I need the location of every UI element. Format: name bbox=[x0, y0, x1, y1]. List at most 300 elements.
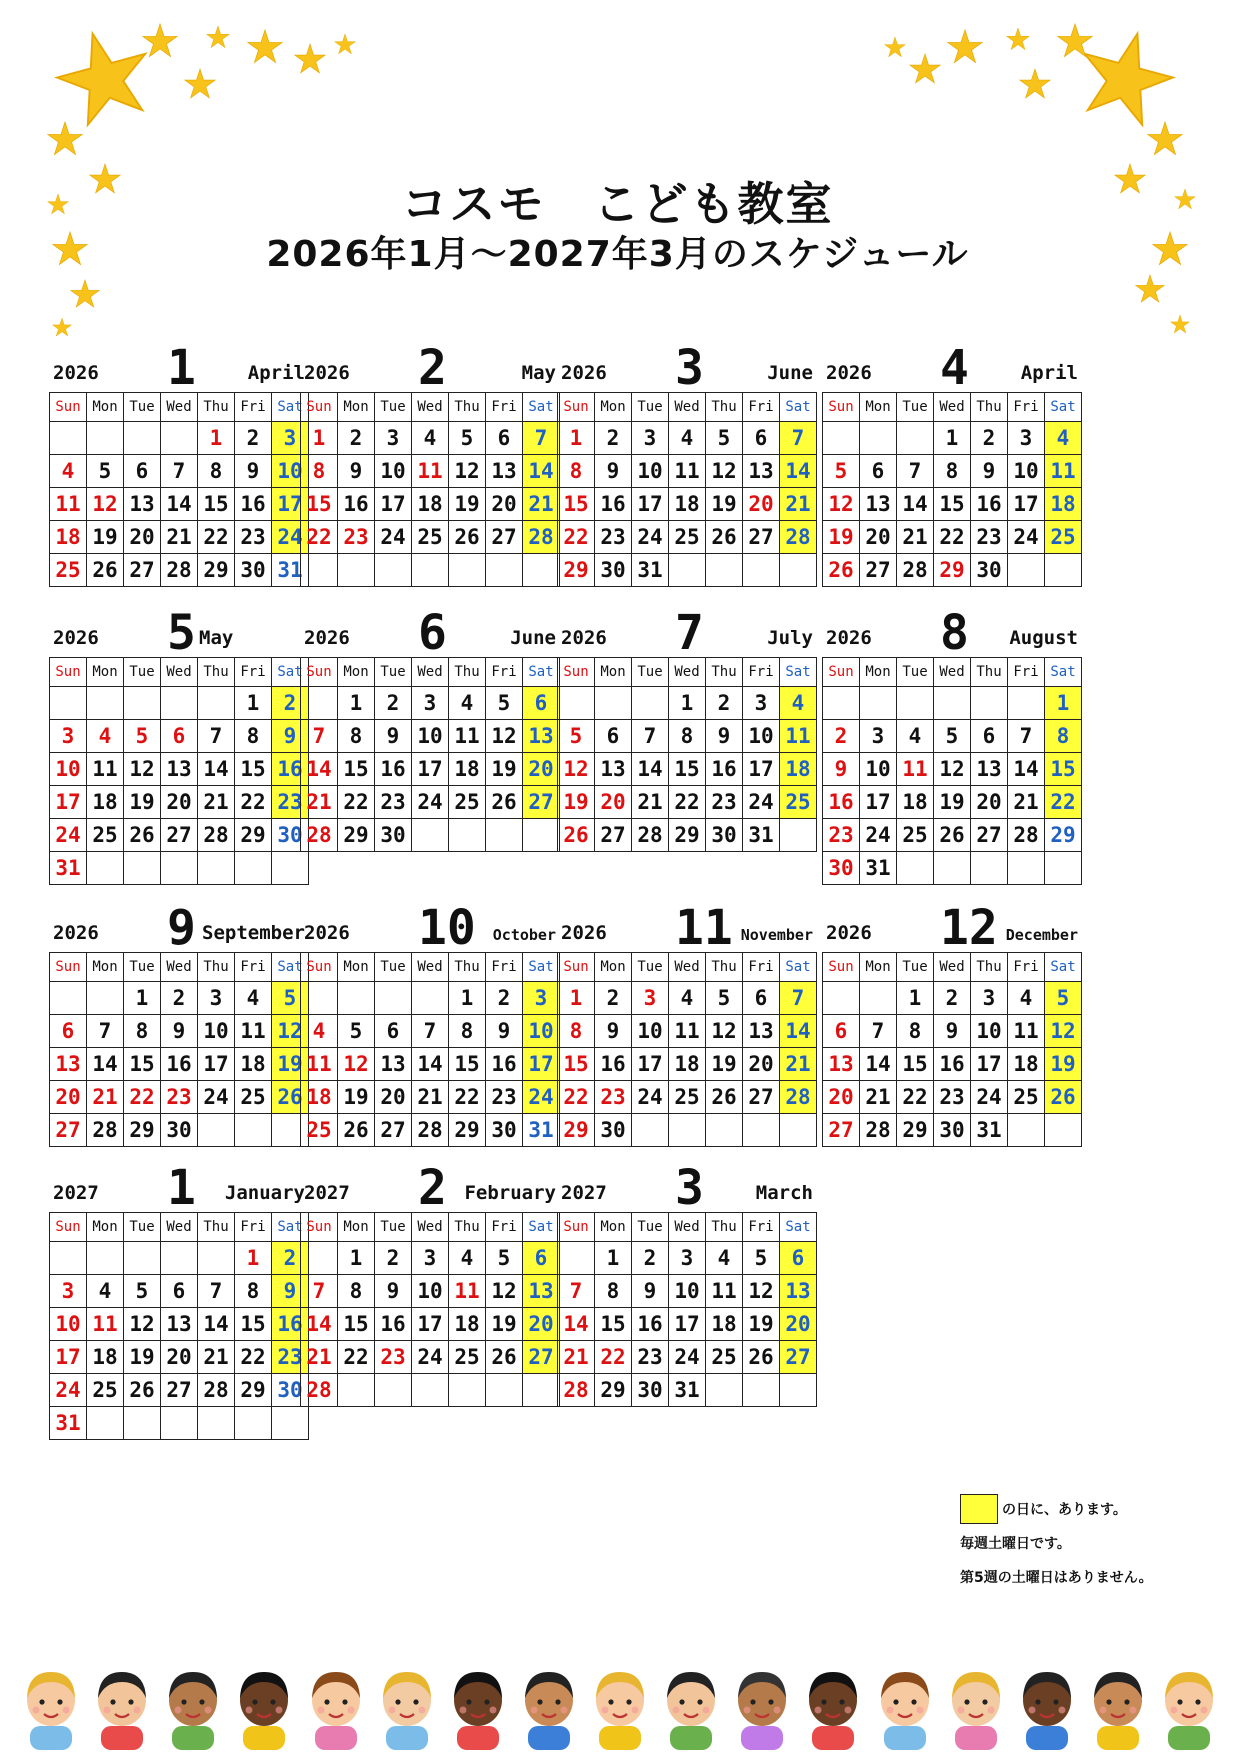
day-cell bbox=[823, 687, 860, 720]
day-cell: 8 bbox=[235, 1275, 272, 1308]
week-row bbox=[50, 786, 309, 819]
day-cell: 3 bbox=[632, 982, 669, 1015]
day-cell: 9 bbox=[934, 1015, 971, 1048]
day-cell: 13 bbox=[780, 1275, 817, 1308]
week-row bbox=[558, 1081, 817, 1114]
day-cell: 5 bbox=[124, 720, 161, 753]
day-cell bbox=[301, 982, 338, 1015]
day-cell: 29 bbox=[235, 819, 272, 852]
day-cell: 28 bbox=[860, 1114, 897, 1147]
day-cell: 18 bbox=[50, 521, 87, 554]
day-cell bbox=[558, 1242, 595, 1275]
weekday-header: Mon bbox=[860, 393, 897, 422]
day-cell: 4 bbox=[669, 422, 706, 455]
day-cell: 19 bbox=[486, 753, 523, 786]
day-cell: 21 bbox=[1008, 786, 1045, 819]
day-cell: 18 bbox=[87, 1341, 124, 1374]
day-cell: 29 bbox=[558, 554, 595, 587]
day-cell: 25 bbox=[87, 1374, 124, 1407]
week-row bbox=[50, 982, 309, 1015]
year-label: 2026 bbox=[826, 922, 872, 944]
day-cell bbox=[161, 852, 198, 885]
week-row bbox=[50, 488, 309, 521]
day-cell: 31 bbox=[743, 819, 780, 852]
weekday-header: Sun bbox=[301, 393, 338, 422]
day-cell: 14 bbox=[780, 1015, 817, 1048]
week-row bbox=[301, 786, 560, 819]
day-cell: 2 bbox=[272, 687, 309, 720]
day-cell: 28 bbox=[632, 819, 669, 852]
day-cell: 24 bbox=[412, 786, 449, 819]
day-cell bbox=[235, 852, 272, 885]
day-cell: 23 bbox=[375, 786, 412, 819]
day-cell: 9 bbox=[272, 720, 309, 753]
year-label: 2026 bbox=[826, 627, 872, 649]
day-cell: 12 bbox=[823, 488, 860, 521]
day-cell bbox=[971, 687, 1008, 720]
day-cell: 21 bbox=[198, 786, 235, 819]
day-cell: 17 bbox=[272, 488, 309, 521]
weekday-header: Sun bbox=[50, 393, 87, 422]
weekday-header: Mon bbox=[338, 658, 375, 687]
day-cell: 9 bbox=[706, 720, 743, 753]
day-cell: 21 bbox=[161, 521, 198, 554]
day-cell: 22 bbox=[558, 1081, 595, 1114]
weekday-header: Wed bbox=[669, 1213, 706, 1242]
weekday-header: Sun bbox=[823, 658, 860, 687]
weekday-header: Thu bbox=[706, 393, 743, 422]
day-cell: 1 bbox=[558, 422, 595, 455]
day-cell: 18 bbox=[235, 1048, 272, 1081]
day-cell: 7 bbox=[558, 1275, 595, 1308]
day-cell: 21 bbox=[412, 1081, 449, 1114]
day-cell: 11 bbox=[706, 1275, 743, 1308]
weekday-header: Mon bbox=[87, 953, 124, 982]
day-cell: 31 bbox=[632, 554, 669, 587]
weekday-header: Thu bbox=[971, 953, 1008, 982]
day-cell bbox=[124, 852, 161, 885]
day-cell: 4 bbox=[706, 1242, 743, 1275]
child-illustration bbox=[518, 1660, 580, 1750]
day-cell: 12 bbox=[743, 1275, 780, 1308]
day-cell: 2 bbox=[272, 1242, 309, 1275]
weekday-header: Tue bbox=[897, 953, 934, 982]
day-cell bbox=[412, 819, 449, 852]
day-cell: 7 bbox=[198, 720, 235, 753]
month-name: December bbox=[1005, 926, 1078, 944]
week-row bbox=[50, 1242, 309, 1275]
day-cell bbox=[743, 1114, 780, 1147]
week-row bbox=[558, 1048, 817, 1081]
day-cell: 9 bbox=[595, 1015, 632, 1048]
day-cell: 24 bbox=[669, 1341, 706, 1374]
day-cell: 8 bbox=[1045, 720, 1082, 753]
day-cell: 1 bbox=[558, 982, 595, 1015]
weekday-header: Fri bbox=[235, 953, 272, 982]
day-cell: 1 bbox=[897, 982, 934, 1015]
weekday-header: Sat bbox=[523, 658, 560, 687]
day-cell: 10 bbox=[743, 720, 780, 753]
day-cell: 14 bbox=[523, 455, 560, 488]
day-cell: 7 bbox=[301, 720, 338, 753]
week-row bbox=[301, 1114, 560, 1147]
day-cell: 7 bbox=[412, 1015, 449, 1048]
day-cell bbox=[1045, 1114, 1082, 1147]
day-cell: 11 bbox=[412, 455, 449, 488]
day-cell: 13 bbox=[486, 455, 523, 488]
weekday-header: Wed bbox=[412, 658, 449, 687]
weekday-header: Sat bbox=[523, 1213, 560, 1242]
day-cell: 14 bbox=[558, 1308, 595, 1341]
week-row bbox=[301, 1275, 560, 1308]
day-cell: 4 bbox=[1008, 982, 1045, 1015]
day-cell: 16 bbox=[971, 488, 1008, 521]
weekday-header: Tue bbox=[632, 1213, 669, 1242]
day-cell: 27 bbox=[161, 1374, 198, 1407]
day-cell bbox=[87, 687, 124, 720]
day-cell: 30 bbox=[971, 554, 1008, 587]
day-cell: 16 bbox=[235, 488, 272, 521]
day-cell: 12 bbox=[272, 1015, 309, 1048]
week-row bbox=[50, 1374, 309, 1407]
day-cell: 7 bbox=[780, 982, 817, 1015]
week-row bbox=[823, 1015, 1082, 1048]
day-cell: 5 bbox=[338, 1015, 375, 1048]
weekday-header: Sat bbox=[1045, 393, 1082, 422]
day-cell: 31 bbox=[669, 1374, 706, 1407]
month-name: April bbox=[1020, 362, 1078, 384]
day-cell: 6 bbox=[743, 982, 780, 1015]
month-name: September bbox=[202, 922, 305, 944]
day-cell: 24 bbox=[198, 1081, 235, 1114]
weekday-header: Tue bbox=[124, 658, 161, 687]
day-cell: 12 bbox=[706, 1015, 743, 1048]
page-subtitle: 2026年1月〜2027年3月のスケジュール bbox=[266, 234, 969, 275]
day-cell bbox=[706, 1374, 743, 1407]
day-cell: 17 bbox=[50, 786, 87, 819]
day-cell: 16 bbox=[823, 786, 860, 819]
day-cell: 17 bbox=[669, 1308, 706, 1341]
weekday-header: Thu bbox=[449, 658, 486, 687]
day-cell: 19 bbox=[558, 786, 595, 819]
year-label: 2026 bbox=[53, 627, 99, 649]
day-cell: 19 bbox=[706, 488, 743, 521]
day-cell: 28 bbox=[1008, 819, 1045, 852]
month-number: 12 bbox=[940, 900, 998, 956]
week-row bbox=[558, 1015, 817, 1048]
year-label: 2026 bbox=[561, 627, 607, 649]
day-cell: 20 bbox=[860, 521, 897, 554]
day-cell: 25 bbox=[235, 1081, 272, 1114]
day-cell bbox=[486, 819, 523, 852]
weekday-header: Tue bbox=[124, 953, 161, 982]
child-illustration bbox=[660, 1660, 722, 1750]
weekday-header: Thu bbox=[449, 393, 486, 422]
day-cell: 27 bbox=[743, 521, 780, 554]
day-cell: 30 bbox=[272, 1374, 309, 1407]
day-cell: 28 bbox=[523, 521, 560, 554]
day-cell: 11 bbox=[1045, 455, 1082, 488]
day-cell: 15 bbox=[124, 1048, 161, 1081]
month-name: June bbox=[767, 362, 813, 384]
day-cell: 27 bbox=[523, 1341, 560, 1374]
day-cell: 11 bbox=[87, 753, 124, 786]
day-cell: 28 bbox=[301, 1374, 338, 1407]
day-cell: 10 bbox=[272, 455, 309, 488]
day-cell: 10 bbox=[632, 1015, 669, 1048]
day-cell bbox=[1008, 554, 1045, 587]
child-illustration bbox=[1158, 1660, 1220, 1750]
month-name: April bbox=[247, 362, 305, 384]
day-cell bbox=[412, 982, 449, 1015]
week-row bbox=[823, 1114, 1082, 1147]
year-label: 2026 bbox=[304, 922, 350, 944]
week-row bbox=[301, 687, 560, 720]
month-number: 9 bbox=[167, 900, 196, 956]
day-cell: 13 bbox=[743, 1015, 780, 1048]
weekday-header: Tue bbox=[897, 393, 934, 422]
day-cell: 27 bbox=[971, 819, 1008, 852]
month-calendar bbox=[49, 900, 309, 1147]
weekday-header: Thu bbox=[198, 393, 235, 422]
day-cell: 11 bbox=[235, 1015, 272, 1048]
day-cell: 4 bbox=[669, 982, 706, 1015]
child-illustration bbox=[162, 1660, 224, 1750]
day-cell: 25 bbox=[87, 819, 124, 852]
day-cell bbox=[449, 1374, 486, 1407]
day-cell: 21 bbox=[87, 1081, 124, 1114]
day-cell: 24 bbox=[632, 1081, 669, 1114]
week-row bbox=[558, 1275, 817, 1308]
day-cell: 16 bbox=[375, 1308, 412, 1341]
day-cell: 26 bbox=[743, 1341, 780, 1374]
week-row bbox=[823, 753, 1082, 786]
day-cell: 26 bbox=[449, 521, 486, 554]
week-row bbox=[50, 1048, 309, 1081]
day-cell: 13 bbox=[743, 455, 780, 488]
day-cell: 16 bbox=[375, 753, 412, 786]
day-cell: 2 bbox=[595, 422, 632, 455]
day-cell: 2 bbox=[971, 422, 1008, 455]
day-cell: 6 bbox=[375, 1015, 412, 1048]
day-cell: 22 bbox=[1045, 786, 1082, 819]
week-row bbox=[50, 720, 309, 753]
year-label: 2026 bbox=[561, 922, 607, 944]
week-row bbox=[50, 1015, 309, 1048]
weekday-header: Fri bbox=[1008, 393, 1045, 422]
day-cell: 24 bbox=[375, 521, 412, 554]
day-cell bbox=[50, 422, 87, 455]
week-row bbox=[823, 455, 1082, 488]
weekday-header: Wed bbox=[669, 393, 706, 422]
week-row bbox=[558, 819, 817, 852]
month-table bbox=[557, 392, 817, 587]
day-cell: 29 bbox=[198, 554, 235, 587]
day-cell bbox=[897, 687, 934, 720]
day-cell: 3 bbox=[1008, 422, 1045, 455]
day-cell: 20 bbox=[523, 1308, 560, 1341]
legend bbox=[960, 1492, 1153, 1594]
day-cell: 11 bbox=[780, 720, 817, 753]
day-cell: 3 bbox=[50, 1275, 87, 1308]
month-name: May bbox=[521, 362, 556, 384]
weekday-header: Wed bbox=[412, 953, 449, 982]
day-cell: 13 bbox=[595, 753, 632, 786]
day-cell: 10 bbox=[50, 753, 87, 786]
day-cell: 20 bbox=[523, 753, 560, 786]
day-cell: 18 bbox=[412, 488, 449, 521]
day-cell: 15 bbox=[1045, 753, 1082, 786]
week-row bbox=[50, 753, 309, 786]
day-cell: 13 bbox=[161, 753, 198, 786]
day-cell: 1 bbox=[235, 1242, 272, 1275]
day-cell: 14 bbox=[632, 753, 669, 786]
day-cell bbox=[161, 687, 198, 720]
day-cell: 13 bbox=[124, 488, 161, 521]
weekday-header: Sat bbox=[272, 953, 309, 982]
week-row bbox=[823, 852, 1082, 885]
day-cell: 15 bbox=[558, 488, 595, 521]
day-cell: 8 bbox=[558, 455, 595, 488]
day-cell: 9 bbox=[823, 753, 860, 786]
day-cell: 20 bbox=[971, 786, 1008, 819]
week-row bbox=[558, 753, 817, 786]
month-number: 10 bbox=[418, 900, 476, 956]
day-cell: 15 bbox=[235, 753, 272, 786]
day-cell bbox=[449, 554, 486, 587]
day-cell: 22 bbox=[449, 1081, 486, 1114]
weekday-header: Sun bbox=[301, 953, 338, 982]
day-cell bbox=[301, 687, 338, 720]
weekday-header: Fri bbox=[1008, 953, 1045, 982]
day-cell: 21 bbox=[780, 488, 817, 521]
year-label: 2027 bbox=[53, 1182, 99, 1204]
year-label: 2027 bbox=[304, 1182, 350, 1204]
day-cell: 2 bbox=[823, 720, 860, 753]
legend-line-2: 毎週土曜日です。 bbox=[960, 1536, 1071, 1552]
day-cell: 5 bbox=[706, 982, 743, 1015]
day-cell: 10 bbox=[669, 1275, 706, 1308]
day-cell: 30 bbox=[595, 554, 632, 587]
day-cell: 2 bbox=[338, 422, 375, 455]
day-cell bbox=[161, 1407, 198, 1440]
day-cell bbox=[595, 687, 632, 720]
day-cell: 24 bbox=[50, 819, 87, 852]
weekday-header: Fri bbox=[743, 658, 780, 687]
day-cell bbox=[632, 1114, 669, 1147]
weekday-header: Sat bbox=[1045, 953, 1082, 982]
day-cell: 14 bbox=[198, 1308, 235, 1341]
day-cell: 11 bbox=[449, 1275, 486, 1308]
day-cell: 28 bbox=[198, 1374, 235, 1407]
weekday-header: Tue bbox=[375, 658, 412, 687]
day-cell: 26 bbox=[338, 1114, 375, 1147]
month-number: 1 bbox=[167, 340, 196, 396]
day-cell: 12 bbox=[449, 455, 486, 488]
day-cell: 31 bbox=[971, 1114, 1008, 1147]
day-cell: 19 bbox=[743, 1308, 780, 1341]
day-cell: 8 bbox=[595, 1275, 632, 1308]
day-cell: 19 bbox=[823, 521, 860, 554]
day-cell bbox=[486, 554, 523, 587]
month-number: 3 bbox=[675, 340, 704, 396]
weekday-header: Mon bbox=[860, 658, 897, 687]
weekday-header: Sun bbox=[823, 393, 860, 422]
weekday-header: Tue bbox=[632, 393, 669, 422]
day-cell bbox=[50, 687, 87, 720]
day-cell: 4 bbox=[449, 1242, 486, 1275]
day-cell: 12 bbox=[706, 455, 743, 488]
week-row bbox=[558, 1242, 817, 1275]
weekday-header: Fri bbox=[743, 1213, 780, 1242]
weekday-header: Thu bbox=[449, 953, 486, 982]
day-cell: 7 bbox=[301, 1275, 338, 1308]
day-cell: 24 bbox=[971, 1081, 1008, 1114]
day-cell bbox=[1045, 554, 1082, 587]
day-cell: 21 bbox=[198, 1341, 235, 1374]
day-cell: 31 bbox=[523, 1114, 560, 1147]
day-cell: 7 bbox=[897, 455, 934, 488]
month-table bbox=[49, 952, 309, 1147]
day-cell: 19 bbox=[706, 1048, 743, 1081]
day-cell: 6 bbox=[161, 720, 198, 753]
day-cell: 1 bbox=[669, 687, 706, 720]
day-cell: 26 bbox=[934, 819, 971, 852]
week-row bbox=[823, 982, 1082, 1015]
day-cell: 8 bbox=[934, 455, 971, 488]
day-cell: 25 bbox=[897, 819, 934, 852]
day-cell: 18 bbox=[706, 1308, 743, 1341]
day-cell bbox=[272, 1407, 309, 1440]
day-cell: 27 bbox=[161, 819, 198, 852]
week-row bbox=[823, 488, 1082, 521]
month-number: 4 bbox=[940, 340, 969, 396]
day-cell: 1 bbox=[449, 982, 486, 1015]
day-cell: 21 bbox=[632, 786, 669, 819]
day-cell: 29 bbox=[449, 1114, 486, 1147]
day-cell: 30 bbox=[375, 819, 412, 852]
day-cell: 22 bbox=[934, 521, 971, 554]
day-cell: 17 bbox=[198, 1048, 235, 1081]
child-illustration bbox=[233, 1660, 295, 1750]
day-cell bbox=[124, 1242, 161, 1275]
weekday-header: Sun bbox=[558, 393, 595, 422]
day-cell bbox=[87, 852, 124, 885]
day-cell: 6 bbox=[523, 1242, 560, 1275]
day-cell: 18 bbox=[87, 786, 124, 819]
day-cell: 26 bbox=[124, 819, 161, 852]
day-cell: 6 bbox=[161, 1275, 198, 1308]
weekday-header: Mon bbox=[595, 953, 632, 982]
weekday-header: Thu bbox=[706, 1213, 743, 1242]
day-cell: 11 bbox=[50, 488, 87, 521]
day-cell: 9 bbox=[375, 720, 412, 753]
day-cell: 14 bbox=[1008, 753, 1045, 786]
day-cell: 30 bbox=[161, 1114, 198, 1147]
day-cell: 6 bbox=[823, 1015, 860, 1048]
day-cell: 16 bbox=[595, 1048, 632, 1081]
day-cell: 16 bbox=[486, 1048, 523, 1081]
day-cell bbox=[87, 422, 124, 455]
legend-line-3: 第5週の土曜日はありません。 bbox=[960, 1570, 1153, 1586]
month-number: 2 bbox=[418, 340, 447, 396]
day-cell: 27 bbox=[780, 1341, 817, 1374]
day-cell: 11 bbox=[449, 720, 486, 753]
weekday-header: Sun bbox=[301, 1213, 338, 1242]
weekday-header: Sun bbox=[50, 658, 87, 687]
day-cell: 22 bbox=[595, 1341, 632, 1374]
weekday-header: Sat bbox=[523, 393, 560, 422]
